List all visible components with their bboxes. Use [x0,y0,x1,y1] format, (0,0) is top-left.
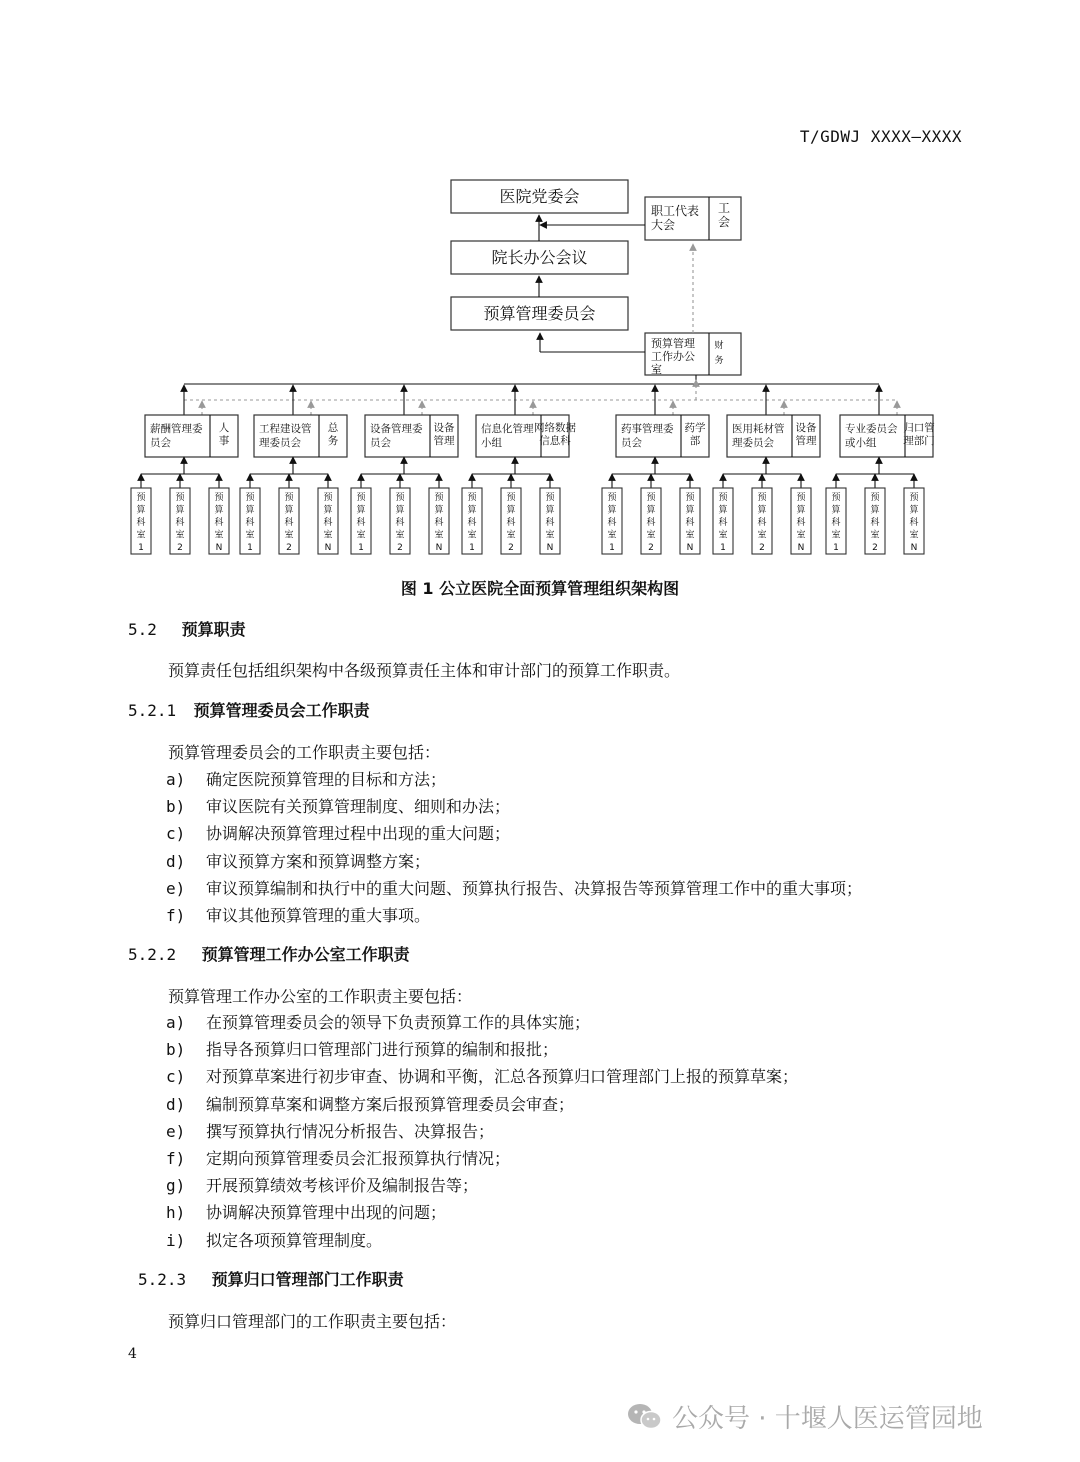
section-number: 5.2.2 [128,945,177,964]
list-item [166,1037,558,1060]
section-5-2-1-intro: 预算管理委员会的工作职责主要包括： [168,743,441,762]
watermark [626,1398,983,1435]
budget-office-side-label: 财 [714,341,724,351]
list-item [166,1010,590,1033]
room-label: 预算科室 N [796,493,806,553]
list-item-label: c) [166,1067,186,1087]
page-number: 4 [128,1346,137,1362]
list-item-label: c) [166,824,186,844]
room-label: 预算科室 2 [506,493,516,553]
list-item-label: g) [166,1176,186,1196]
org-box-label: 预算管理委员会 [483,304,596,323]
list-item-text: 审议其他预算管理的重大事项。 [206,906,431,925]
room-label: 预算科室 1 [607,493,617,553]
section-5-2-1-heading [128,698,370,721]
room-label: 预算科室 N [685,493,695,553]
list-item [166,1173,478,1196]
room-label: 预算科室 N [323,493,333,553]
list-item-text: 开展预算绩效考核评价及编制报告等； [206,1176,479,1196]
room-label: 预算科室 N [214,493,224,553]
room-label: 预算科室 1 [831,493,841,553]
room-label: 预算科室 2 [870,493,880,553]
section-title: 预算归口管理部门工作职责 [211,1270,404,1289]
list-item [166,821,510,844]
unit-side-label: 人事 [218,422,230,447]
list-item-text: 审议医院有关预算管理制度、细则和办法； [206,797,511,817]
org-box-label: 医院党委会 [499,187,580,206]
room-label: 预算科室 2 [646,493,656,553]
list-item-text: 协调解决预算管理中出现的问题； [206,1203,447,1223]
list-item [166,1146,510,1169]
org-chart [0,170,1080,570]
list-item-label: b) [166,797,186,817]
section-5-2-intro: 预算责任包括组织架构中各级预算责任主体和审计部门的预算工作职责。 [168,661,681,680]
list-item [166,767,446,790]
wechat-icon [626,1402,664,1432]
room-label: 预算科室 1 [718,493,728,553]
budget-office-label: 预算管理工作办公室 [651,337,695,376]
list-item-label: a) [166,770,186,789]
list-item [166,1228,382,1251]
list-item [166,1200,446,1223]
unit-side-label: 药学部 [684,422,706,447]
list-item-label: d) [166,1094,186,1114]
unit-label: 药事管理委员会 [621,423,674,449]
list-item-text: 对预算草案进行初步审查、协调和平衡，汇总各预算归口管理部门上报的预算草案； [206,1067,799,1087]
list-item-text: 确定医院预算管理的目标和方法； [206,770,447,789]
room-label: 预算科室 N [434,493,444,553]
section-5-2-2-intro: 预算管理工作办公室的工作职责主要包括： [168,987,473,1006]
room-label: 预算科室 1 [136,493,146,553]
room-label: 预算科室 2 [175,493,185,553]
unit-label: 专业委员会或小组 [845,423,898,449]
section-title: 预算管理委员会工作职责 [193,701,370,720]
list-item [166,794,510,817]
list-item-label: e) [166,878,186,898]
unit-label: 医用耗材管理委员会 [732,423,785,449]
unit-side-label: 总务 [327,422,339,447]
budget-office-side-label: 务 [714,356,724,366]
list-item-label: b) [166,1040,186,1060]
section-5-2-heading [128,617,246,640]
list-item-text: 指导各预算归口管理部门进行预算的编制和报批； [206,1040,559,1060]
unit-label: 工程建设管理委员会 [259,423,312,449]
staff-congress-side-label: 工会 [717,201,731,229]
list-item [166,1064,798,1087]
section-title: 预算管理工作办公室工作职责 [201,945,410,964]
figure-caption: 图 1 公立医院全面预算管理组织架构图 [400,579,680,598]
unit-side-label: 网络数据信息科 [534,422,576,447]
unit-side-label: 设备管理 [795,422,817,447]
list-item-text: 协调解决预算管理过程中出现的重大问题； [206,824,511,844]
list-item-label: d) [166,851,186,871]
room-label: 预算科室 2 [395,493,405,553]
list-item-label: e) [166,1121,186,1141]
list-item-text: 撰写预算执行情况分析报告、决算报告； [206,1121,495,1141]
section-number: 5.2.3 [138,1270,187,1289]
list-item-label: a) [166,1013,186,1032]
room-label: 预算科室 1 [245,493,255,553]
unit-label: 信息化管理小组 [481,423,534,449]
list-item-text: 定期向预算管理委员会汇报预算执行情况； [206,1149,511,1168]
room-label: 预算科室 1 [356,493,366,553]
section-number: 5.2 [128,620,157,639]
list-item-text: 拟定各项预算管理制度。 [206,1230,383,1250]
unit-label: 薪酬管理委员会 [150,423,203,449]
list-item-text: 在预算管理委员会的领导下负责预算工作的具体实施； [206,1013,591,1032]
document-code: T/GDWJ XXXX—XXXX [799,127,962,146]
org-box-label: 院长办公会议 [491,248,588,267]
list-item-label: f) [166,1149,186,1168]
list-item-label: i) [166,1230,186,1250]
staff-congress-label: 职工代表大会 [651,204,700,232]
list-item [166,1092,574,1115]
list-item-text: 编制预算草案和调整方案后报预算管理委员会审查； [206,1094,575,1114]
list-item [166,1119,494,1142]
list-item-text: 审议预算编制和执行中的重大问题、预算执行报告、决算报告等预算管理工作中的重大事项； [206,878,863,898]
unit-label: 设备管理委员会 [370,423,423,449]
section-5-2-3-heading [138,1267,404,1290]
section-5-2-2-heading [128,942,410,965]
room-label: 预算科室 N [909,493,919,553]
list-item-text: 审议预算方案和预算调整方案； [206,851,431,871]
section-number: 5.2.1 [128,701,177,720]
room-label: 预算科室 2 [284,493,294,553]
room-label: 预算科室 1 [467,493,477,553]
list-item [166,903,430,926]
section-5-2-3-intro: 预算归口管理部门的工作职责主要包括： [168,1312,457,1331]
room-label: 预算科室 N [545,493,555,553]
list-item [166,876,862,899]
section-title: 预算职责 [181,620,246,639]
unit-side-label: 设备管理 [433,422,455,447]
list-item-label: h) [166,1203,186,1223]
unit-side-label: 归口管理部门 [903,422,935,447]
list-item [166,849,430,872]
room-label: 预算科室 2 [757,493,767,553]
watermark-text: 公众号 · 十堰人医运管园地 [672,1404,983,1434]
list-item-label: f) [166,906,186,925]
